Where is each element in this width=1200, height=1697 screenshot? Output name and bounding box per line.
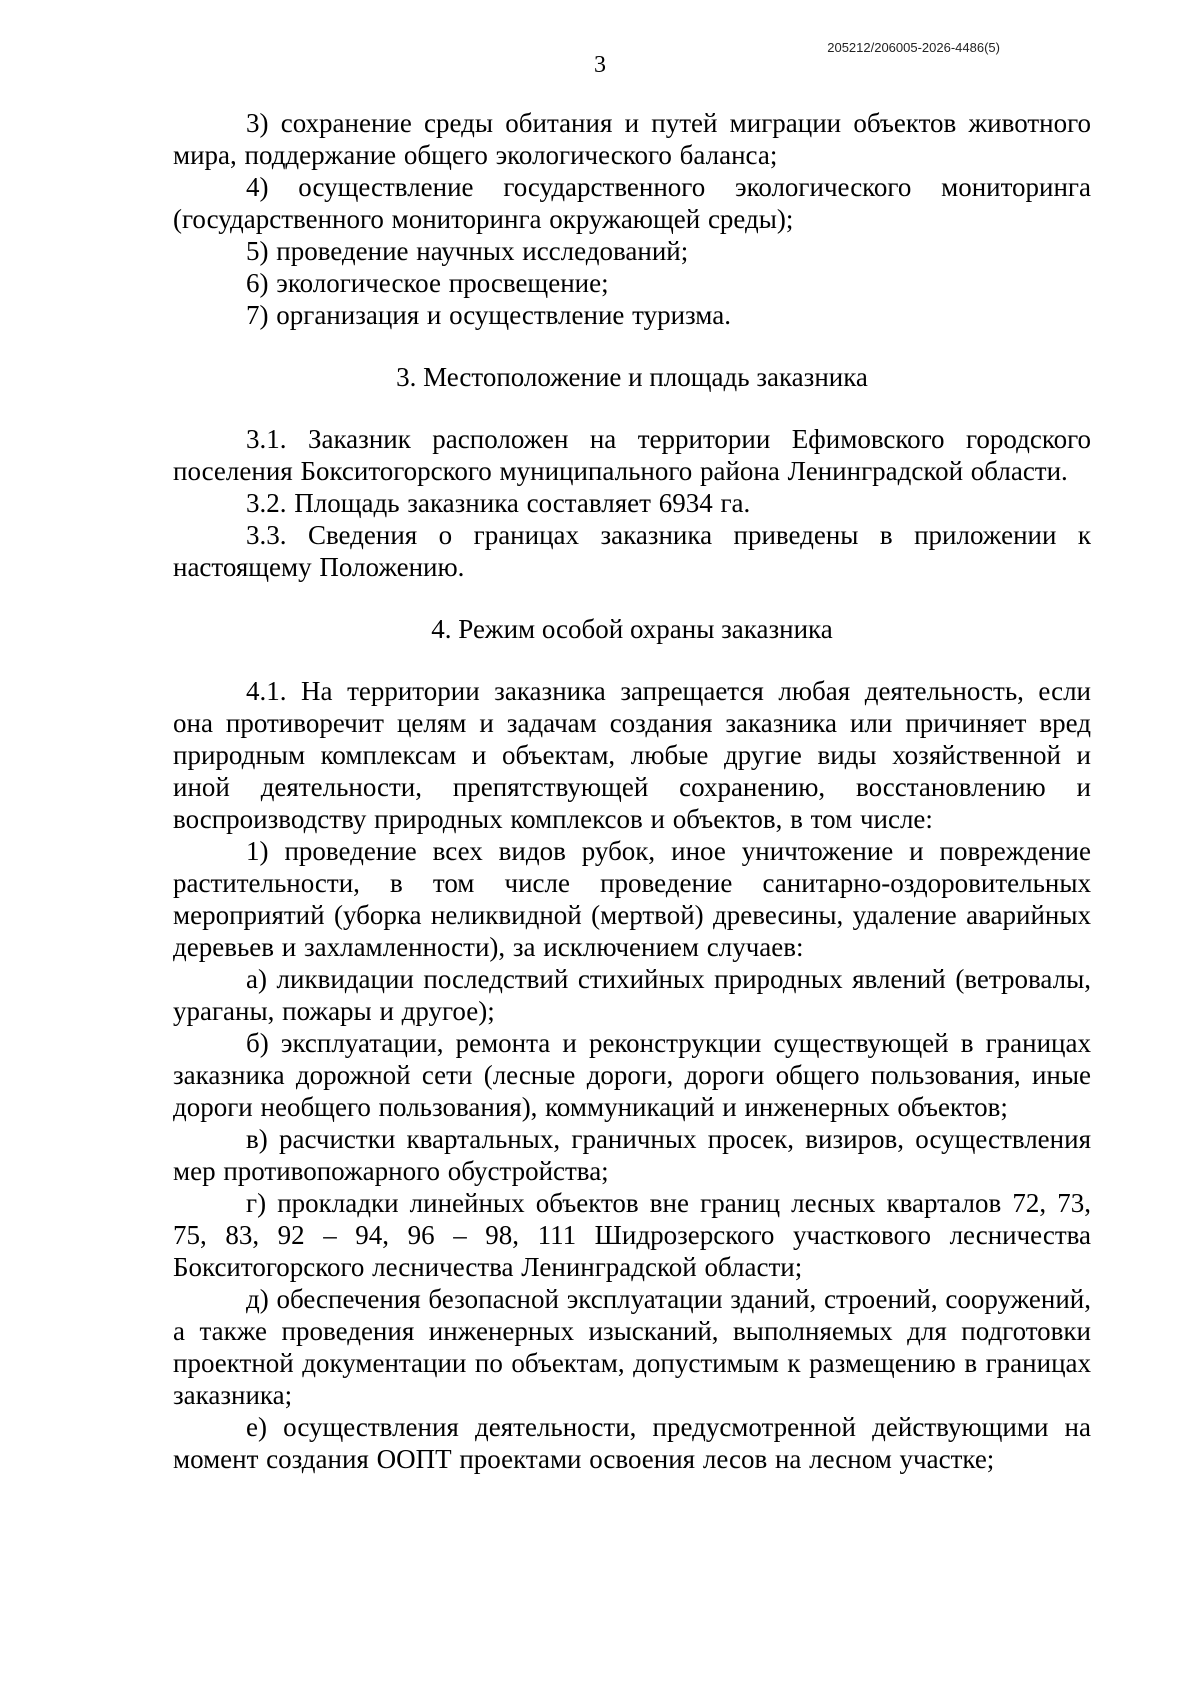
paragraph: 4.1. На территории заказника запрещается любая деятельность, если она противоречит целям и задачам создания заказника или причиняет вред природным комплексам и объектам, любые другие виды хозяйственной и иной деятельности, препятствующей сохранению, восстановлению и воспроизводству природных комплексов и объектов, в том числе: xyxy=(173,676,1091,834)
list-item: 3) сохранение среды обитания и путей миграции объектов животного мира, поддержание общего экологического баланса; xyxy=(173,108,1091,170)
list-item: д) обеспечения безопасной эксплуатации зданий, строений, сооружений, а также проведения инженерных изысканий, выполняемых для подготовки проектной документации по объектам, допустимым к размещению в границах заказника; xyxy=(173,1284,1091,1410)
paragraph: 3.2. Площадь заказника составляет 6934 га. xyxy=(246,488,751,518)
list-item: а) ликвидации последствий стихийных природных явлений (ветровалы, ураганы, пожары и другое); xyxy=(173,964,1091,1026)
document-body xyxy=(173,107,1091,1475)
paragraph: 3.1. Заказник расположен на территории Ефимовского городского поселения Бокситогорского муниципального района Ленинградской области. xyxy=(173,424,1091,486)
document-id: 205212/206005-2026-4486(5) xyxy=(827,40,1000,55)
list-item: в) расчистки квартальных, граничных просек, визиров, осуществления мер противопожарного обустройства; xyxy=(173,1124,1091,1186)
list-item: г) прокладки линейных объектов вне границ лесных кварталов 72, 73, 75, 83, 92 – 94, 96 – 98, 111 Шидрозерского участкового лесничества Бокситогорского лесничества Ленинградской области; xyxy=(173,1188,1091,1282)
list-item: 5) проведение научных исследований; xyxy=(246,236,689,266)
page-number: 3 xyxy=(594,52,606,78)
list-item: е) осуществления деятельности, предусмотренной действующими на момент создания ООПТ проектами освоения лесов на лесном участке; xyxy=(173,1412,1091,1474)
section-4-heading: 4. Режим особой охраны заказника xyxy=(431,614,833,644)
list-item: б) эксплуатации, ремонта и реконструкции существующей в границах заказника дорожной сети (лесные дороги, дороги общего пользования, иные дороги необщего пользования), коммуникаций и инженерных объектов; xyxy=(173,1028,1091,1122)
section-3-heading: 3. Местоположение и площадь заказника xyxy=(396,362,868,392)
list-item: 1) проведение всех видов рубок, иное уничтожение и повреждение растительности, в том числе проведение санитарно-оздоровительных мероприятий (уборка неликвидной (мертвой) древесины, удаление аварийных деревьев и захламленности), за исключением случаев: xyxy=(173,836,1091,962)
list-item: 6) экологическое просвещение; xyxy=(246,268,609,298)
list-item: 7) организация и осуществление туризма. xyxy=(246,300,731,330)
paragraph: 3.3. Сведения о границах заказника приведены в приложении к настоящему Положению. xyxy=(173,520,1091,582)
list-item: 4) осуществление государственного экологического мониторинга (государственного мониторинга окружающей среды); xyxy=(173,172,1091,234)
